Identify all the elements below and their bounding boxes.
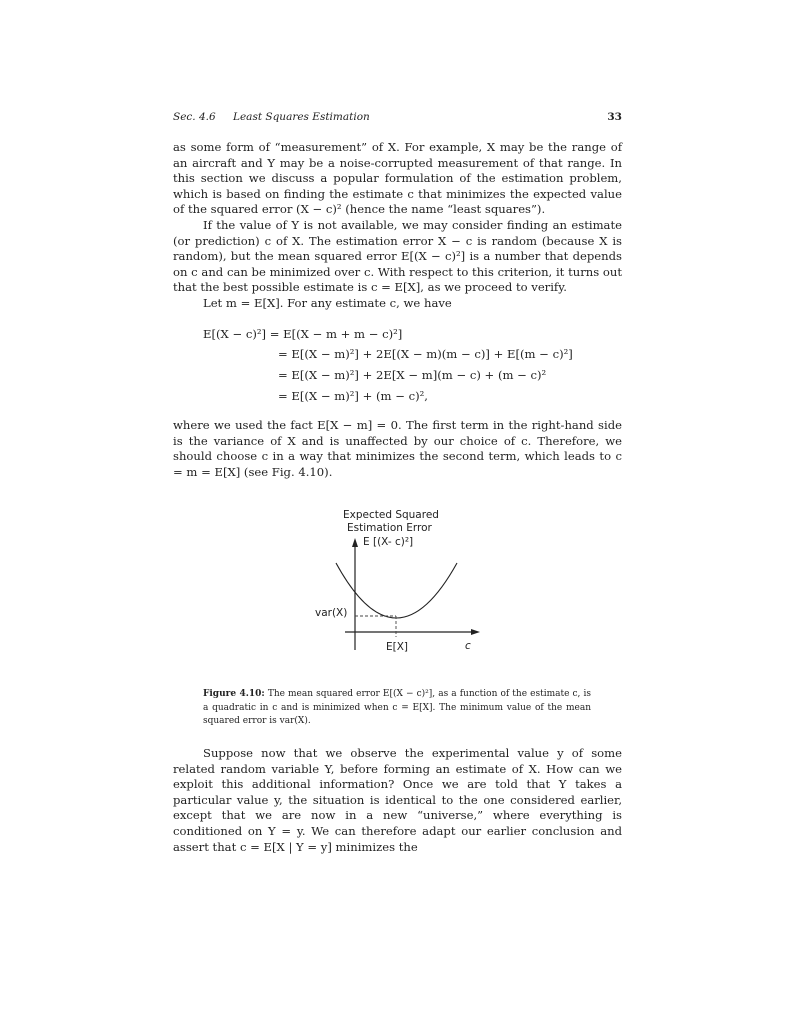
paragraph-3: Let m = E[X]. For any estimate c, we have [203,295,452,310]
body-text-top [173,140,622,312]
paragraph-1: as some form of “measurement” of X. For example, X may be the range of an aircraft and Y may be a noise-corrupted measurement of that range. In this section we discuss a popular formulation of the estimation problem, which is based on finding the estimate c that minimizes the expected value of the squared error (X − c)² (hence the name “least squares”). [173,140,622,217]
figure-title-line-1: Expected Squared [343,509,439,521]
equation-line-4: = E[(X − m)²] + (m − c)², [278,389,428,403]
x-axis-label: c [465,640,471,652]
y-axis-label: E [(X- c)²] [363,536,414,548]
figure-caption [203,688,591,729]
body-text-middle [173,418,622,480]
figure-title-line-2: Estimation Error [347,522,432,534]
equation-line-3: = E[(X − m)²] + 2E[X − m](m − c) + (m − c)² [278,368,547,382]
y-axis-arrow [352,538,358,547]
figure-4-10 [300,505,500,665]
caption-text: The mean squared error E[(X − c)²], as a function of the estimate c, is a quadratic in c and is minimized when c = E[X]. The minimum value of the mean squared error is var(X). [203,689,591,726]
equation-line-2: = E[(X − m)²] + 2E[(X − m)(m − c)] + E[(m − c)²] [278,347,573,361]
x-axis-arrow [471,629,480,635]
running-header [173,111,622,127]
caption-label: Figure 4.10: [203,689,265,699]
section-number: Sec. 4.6 [173,111,216,123]
error-curve [336,563,457,618]
page-number: 33 [607,111,622,123]
paragraph-4: where we used the fact E[X − m] = 0. The first term in the right-hand side is the variance of X and is unaffected by our choice of c. Therefore, we should choose c in a way that minimizes the second term, which leads to c = m = E[X] (see Fig. 4.10). [173,418,622,479]
paragraph-2: If the value of Y is not available, we may consider finding an estimate (or prediction) c of X. The estimation error X − c is random (because X is random), but the mean squared error E[(X − c)²] is a number that depends on c and can be minimized over c. With respect to this criterion, it turns out that the best possible estimate is c = E[X], as we proceed to verify. [173,217,622,295]
paragraph-5: Suppose now that we observe the experimental value y of some related random variable Y, before forming an estimate of X. How can we exploit this additional information? Once we are told that Y takes a particular value y, the situation is identical to the one considered earlier, except that we are now in a new “universe,” where everything is conditioned on Y = y. We can therefore adapt our earlier conclusion and assert that c = E[X | Y = y] minimizes the [173,746,622,854]
body-text-bottom [173,746,622,855]
equation-line-1: E[(X − c)²] = E[(X − m + m − c)²] [203,327,403,341]
section-title: Least Squares Estimation [233,111,370,123]
x-tick-label: E[X] [386,641,409,653]
min-value-label: var(X) [315,607,348,619]
